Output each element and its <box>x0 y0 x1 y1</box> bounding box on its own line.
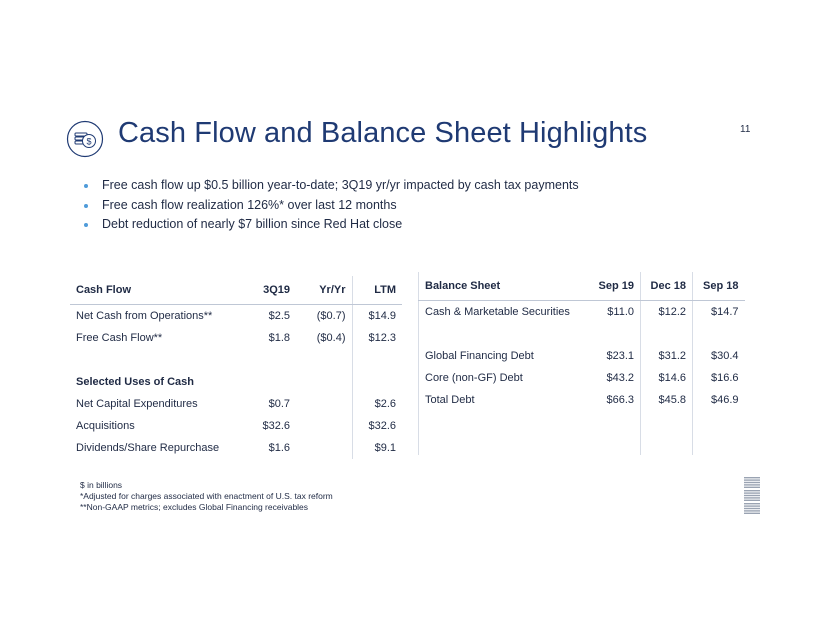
highlights-list <box>84 176 579 235</box>
cell-value: $43.2 <box>606 372 634 384</box>
cell-value: ($0.7) <box>316 310 346 322</box>
cell-value: $2.6 <box>352 393 402 415</box>
cell-value: $14.6 <box>641 367 693 389</box>
table-row <box>70 393 402 415</box>
column-header: 3Q19 <box>240 276 296 305</box>
cell-value: $46.9 <box>693 389 745 411</box>
row-label: Net Cash from Operations** <box>76 310 213 322</box>
column-header: Dec 18 <box>641 272 693 301</box>
table-header-row <box>70 276 402 305</box>
cell-value: $23.1 <box>606 350 634 362</box>
cell-value: $16.6 <box>693 367 745 389</box>
row-label: Acquisitions <box>76 420 135 432</box>
column-header: Sep 18 <box>693 272 745 301</box>
table-row <box>70 371 402 393</box>
table-row <box>419 301 745 324</box>
cash-flow-table <box>70 276 402 459</box>
table-row <box>70 415 402 437</box>
table-row <box>70 327 402 349</box>
table-row <box>419 389 745 411</box>
cell-value <box>296 437 352 459</box>
cell-value: $32.6 <box>262 420 290 432</box>
bullet-item: Free cash flow up $0.5 billion year-to-date; 3Q19 yr/yr impacted by cash tax payments <box>84 176 579 196</box>
footnote: *Adjusted for charges associated with enactment of U.S. tax reform <box>80 491 333 501</box>
ibm-logo <box>742 475 762 517</box>
row-label: Total Debt <box>425 394 475 406</box>
table-row <box>419 367 745 389</box>
table-row <box>419 345 745 367</box>
spacer-row <box>419 411 745 455</box>
row-label: Global Financing Debt <box>425 350 534 362</box>
cell-value: $31.2 <box>641 345 693 367</box>
coins-icon <box>66 120 104 158</box>
row-label: Cash & Marketable Securities <box>425 306 570 318</box>
column-header: Balance Sheet <box>419 272 589 301</box>
cell-value: $30.4 <box>693 345 745 367</box>
spacer-row <box>419 323 745 345</box>
column-header: Cash Flow <box>70 276 240 305</box>
footnotes <box>80 480 333 513</box>
cell-value <box>296 415 352 437</box>
cell-value: ($0.4) <box>316 332 346 344</box>
cell-value: $45.8 <box>641 389 693 411</box>
cell-value: $9.1 <box>352 437 402 459</box>
cell-value: $11.0 <box>607 306 634 318</box>
column-header: LTM <box>352 276 402 305</box>
row-label: Core (non-GF) Debt <box>425 372 523 384</box>
bullet-item: Debt reduction of nearly $7 billion since Red Hat close <box>84 215 579 235</box>
cell-value: $12.3 <box>352 327 402 349</box>
spacer-row <box>70 349 402 371</box>
cell-value: $2.5 <box>268 310 290 322</box>
cell-value: $14.9 <box>352 305 402 328</box>
svg-text:$: $ <box>86 136 92 147</box>
page-number: 11 <box>740 124 751 135</box>
cell-value: $0.7 <box>268 398 290 410</box>
row-label: Dividends/Share Repurchase <box>76 442 220 454</box>
table-header-row <box>419 272 745 301</box>
balance-sheet-table <box>418 272 745 455</box>
page-title: Cash Flow and Balance Sheet Highlights <box>118 117 648 149</box>
column-header: Yr/Yr <box>296 276 352 305</box>
cell-value: $66.3 <box>606 394 634 406</box>
cell-value: $14.7 <box>693 301 745 324</box>
cell-value: $1.8 <box>268 332 290 344</box>
section-heading: Selected Uses of Cash <box>76 376 194 388</box>
row-label: Free Cash Flow** <box>76 332 163 344</box>
cell-value <box>296 393 352 415</box>
footnote: $ in billions <box>80 480 123 490</box>
footnote: **Non-GAAP metrics; excludes Global Financing receivables <box>80 502 309 512</box>
row-label: Net Capital Expenditures <box>76 398 198 410</box>
cell-value: $32.6 <box>352 415 402 437</box>
bullet-item: Free cash flow realization 126%* over last 12 months <box>84 196 579 216</box>
cell-value: $1.6 <box>268 442 290 454</box>
cell-value: $12.2 <box>641 301 693 324</box>
table-row <box>70 305 402 328</box>
column-header: Sep 19 <box>589 272 641 301</box>
table-row <box>70 437 402 459</box>
